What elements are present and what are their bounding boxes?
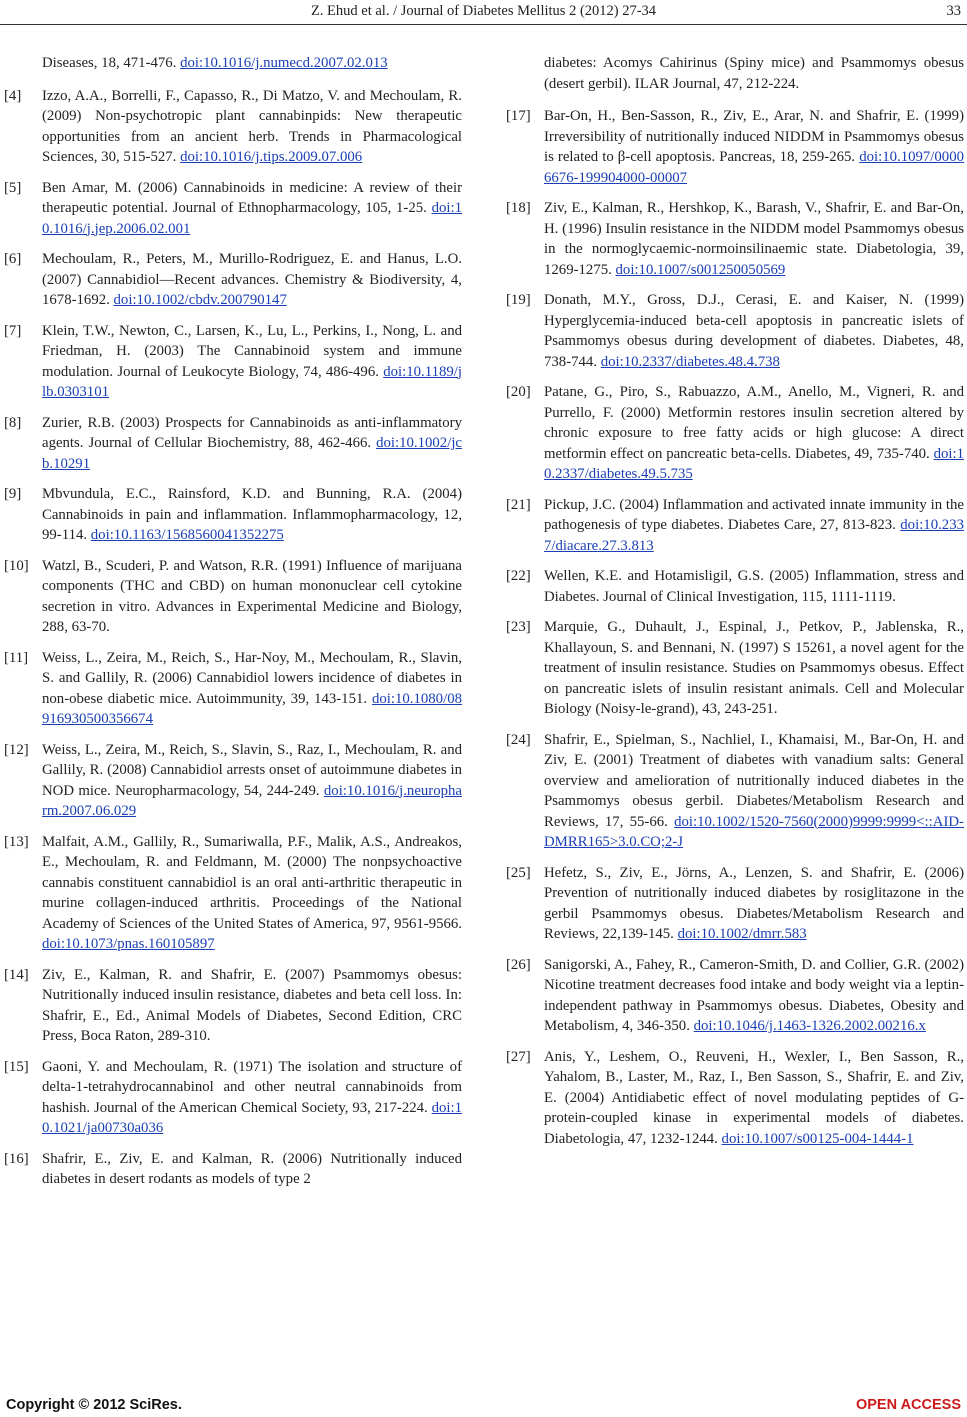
reference-item <box>506 290 964 372</box>
reference-number: [16] <box>4 1150 29 1167</box>
page-number: 33 <box>946 3 961 19</box>
open-access-label: OPEN ACCESS <box>855 1397 961 1413</box>
doi-link[interactable]: doi:10.2337/diabetes.48.4.738 <box>600 353 780 370</box>
reference-item <box>4 178 462 240</box>
doi-link[interactable]: doi:10.1002/cbdv.200790147 <box>113 292 287 308</box>
reference-number: [13] <box>4 833 29 850</box>
doi-link[interactable]: doi:10.1016/j.jep.2006.02.001 <box>42 200 462 237</box>
reference-number: [14] <box>4 966 29 983</box>
doi-link[interactable]: doi:10.2337/diacare.27.3.813 <box>544 517 964 554</box>
reference-text: Watzl, B., Scuderi, P. and Watson, R.R. (1991) Influence of marijuana components (THC and CBD) on human mononuclear cell cytokine secretion in vitro. Advances in Experimental Medicine and Biology, 288, 63-70. <box>42 557 462 635</box>
reference-item <box>4 484 462 546</box>
reference-text: Weiss, L., Zeira, M., Reich, S., Slavin, S., Raz, I., Mechoulam, R. and Gallily, R. (2008) Cannabidiol arrests onset of autoimmune diabetes in NOD mice. Neuropharmacology, 54, 244-249. <box>42 741 462 799</box>
reference-text: Pickup, J.C. (2004) Inflammation and activated innate immunity in the pathogenesis of type diabetes. Diabetes Care, 27, 813-823. <box>544 496 964 533</box>
reference-text: Ziv, E., Kalman, R., Hershkop, K., Barash, V., Shafrir, E. and Bar-On, H. (1996) Insulin resistance in the NIDDM model Psammomys obesus in the normoglycaemic-normoinsilinaemic state. Diabetologia, 39, 1269-1275. <box>544 200 964 278</box>
header-rule <box>0 24 967 25</box>
doi-link[interactable]: doi:10.1002/1520-7560(2000)9999:9999<::AID-DMRR165>3.0.CO;2-J <box>544 813 964 850</box>
reference-item <box>4 1149 462 1190</box>
doi-link[interactable]: doi:10.1097/00006676-199904000-00007 <box>544 149 965 186</box>
reference-item <box>506 566 964 607</box>
reference-text: Zurier, R.B. (2003) Prospects for Cannabinoids as anti-inflammatory agents. Journal of Cellular Biochemistry, 88, 462-466. <box>42 414 462 451</box>
reference-item <box>4 321 462 403</box>
reference-text: Wellen, K.E. and Hotamisligil, G.S. (2005) Inflammation, stress and Diabetes. Journal of Clinical Investigation, 115, 1111-1119. <box>544 568 964 605</box>
doi-link[interactable]: doi:10.1163/1568560041352275 <box>90 527 284 543</box>
reference-text: Patane, G., Piro, S., Rabuazzo, A.M., Anello, M., Vigneri, R. and Purrello, F. (2000) Metformin restores insulin secretion altered by chronic exposure to free fatty acids or high glucose: A direct metformin effect on pancreatic beta-cells. Diabetes, 49, 735-740. <box>544 384 964 462</box>
doi-link[interactable]: doi:10.1002/dmrr.583 <box>677 926 807 942</box>
reference-number: [27] <box>506 1048 531 1065</box>
doi-link[interactable]: doi:10.1080/08916930500356674 <box>42 690 462 727</box>
doi-link[interactable]: doi:10.1016/j.neuropharm.2007.06.029 <box>42 782 462 819</box>
reference-item <box>4 249 462 311</box>
running-header-title: Z. Ehud et al. / Journal of Diabetes Mellitus 2 (2012) 27-34 <box>310 3 657 19</box>
reference-number: [22] <box>506 568 531 584</box>
reference-item <box>506 198 964 280</box>
reference-text: Ben Amar, M. (2006) Cannabinoids in medicine: A review of their therapeutic potential. Journal of Ethnopharmacology, 105, 1-25. <box>42 179 462 216</box>
page-footer <box>0 1397 967 1417</box>
reference-number: [5] <box>4 179 22 196</box>
reference-item <box>506 730 964 853</box>
doi-link[interactable]: doi:10.1016/j.numecd.2007.02.013 <box>180 55 388 71</box>
doi-link[interactable]: doi:10.1002/jcb.10291 <box>42 435 462 472</box>
reference-number: [23] <box>506 619 531 635</box>
reference-text: Malfait, A.M., Gallily, R., Sumariwalla, P.F., Malik, A.S., Andreakos, E., Mechoulam, R. and Feldmann, M. (2000) The nonpsychoactive cannabis constituent cannabidiol is an oral anti-arthritic therapeutic in murine collagen-induced arthritis. Proceedings of the National Academy of Sciences of the United States of America, 97, 9561-9566. <box>42 833 462 932</box>
reference-item <box>4 86 462 168</box>
reference-number: [4] <box>4 87 22 104</box>
copyright-notice: Copyright © 2012 SciRes. <box>6 1397 182 1413</box>
reference-item <box>4 413 462 475</box>
reference-text: Marquie, G., Duhault, J., Espinal, J., Petkov, P., Jablenska, R., Khallayoun, S. and Bennani, N. (1997) S 15261, a novel agent for the treatment of insulin resistance. Studies on Psammomys obesus. Effect on pancreatic islets of insulin resistant animals. Cell and Molecular Biology (Noisy-le-grand), 43, 243-251. <box>544 619 964 717</box>
reference-text: Shafrir, E., Ziv, E. and Kalman, R. (2006) Nutritionally induced diabetes in desert rodants as models of type 2 <box>42 1150 462 1187</box>
reference-number: [7] <box>4 322 22 339</box>
reference-item <box>506 955 964 1037</box>
reference-text: Donath, M.Y., Gross, D.J., Cerasi, E. and Kaiser, N. (1999) Hyperglycemia-induced beta-cell apoptosis in pancreatic islets of Psammomys obesus during development of diabetes. Diabetes, 48, 738-744. <box>544 292 964 370</box>
reference-item <box>506 617 964 720</box>
reference-item <box>506 863 964 945</box>
reference-item <box>4 832 462 955</box>
reference-number: [24] <box>506 731 531 748</box>
reference-number: [8] <box>4 414 22 431</box>
reference-number: [10] <box>4 557 29 574</box>
doi-link[interactable]: doi:10.1046/j.1463-1326.2002.00216.x <box>693 1018 926 1034</box>
reference-number: [25] <box>506 864 531 881</box>
reference-number: [18] <box>506 200 531 216</box>
reference-text: Hefetz, S., Ziv, E., Jörns, A., Lenzen, S. and Shafrir, E. (2006) Prevention of nutritionally induced diabetes by rosiglitazone in the gerbil Psammomys obesus. Diabetes/Metabolism Research and Reviews, 22,139-145. <box>544 864 964 942</box>
reference-item <box>4 556 462 638</box>
reference-number: [17] <box>506 108 531 124</box>
reference-text: Mbvundula, E.C., Rainsford, K.D. and Bunning, R.A. (2004) Cannabinoids in pain and inflammation. Inflammopharmacology, 12, 99-114. <box>42 486 462 543</box>
reference-number: [19] <box>506 292 531 308</box>
reference-item <box>506 495 964 557</box>
reference-text: Ziv, E., Kalman, R. and Shafrir, E. (2007) Psammomys obesus: Nutritionally induced insulin resistance, diabetes and beta cell loss. In: Shafrir, E., Ed., Animal Models of Diabetes, Second Edition, CRC Press, Boca Raton, 289-310. <box>42 966 462 1044</box>
references-right-column <box>506 53 964 1159</box>
references-left-column <box>4 53 462 1200</box>
reference-item <box>506 106 964 188</box>
doi-link[interactable]: doi:10.1007/s00125-004-1444-1 <box>721 1130 914 1147</box>
reference-item <box>506 382 964 485</box>
reference-text: Gaoni, Y. and Mechoulam, R. (1971) The isolation and structure of delta-1-tetrahydrocannabinol and other neutral cannabinoids from hashish. Journal of the American Chemical Society, 93, 217-224. <box>42 1058 462 1116</box>
reference-item <box>506 1047 964 1150</box>
reference-text: Shafrir, E., Spielman, S., Nachliel, I., Khamaisi, M., Bar-On, H. and Ziv, E. (2001) Treatment of diabetes with vanadium salts: General overview and amelioration of nutritionally induced diabetes in the Psammomys obesus gerbil. Diabetes/Metabolism Research and Reviews, 17, 55-66. <box>544 731 964 830</box>
reference-number: [20] <box>506 384 531 400</box>
reference-continuation <box>506 53 964 94</box>
reference-text: diabetes: Acomys Cahirinus (Spiny mice) and Psammomys obesus (desert gerbil). ILAR Journal, 47, 212-224. <box>544 55 964 92</box>
reference-item <box>4 1057 462 1139</box>
reference-number: [21] <box>506 496 531 513</box>
reference-text: Izzo, A.A., Borrelli, F., Capasso, R., Di Matzo, V. and Mechoulam, R. (2009) Non-psychotropic plant cannabinpids: New therapeutic opportunities from an ancient herb. Trends in Pharmacological Sciences, 30, 515-527. <box>42 87 462 165</box>
reference-number: [12] <box>4 741 29 758</box>
reference-text: Sanigorski, A., Fahey, R., Cameron-Smith, D. and Collier, G.R. (2002) Nicotine treatment decreases food intake and body weight via a leptin-independent pathway in Psammomys obesus. Diabetes, Obesity and Metabolism, 4, 346-350. <box>544 956 964 1034</box>
doi-link[interactable]: doi:10.1073/pnas.160105897 <box>42 936 215 952</box>
reference-number: [11] <box>4 649 29 666</box>
doi-link[interactable]: doi:10.1189/jlb.0303101 <box>42 363 462 400</box>
reference-item <box>4 648 462 730</box>
reference-text: Mechoulam, R., Peters, M., Murillo-Rodriguez, E. and Hanus, L.O. (2007) Cannabidiol—Recent advances. Chemistry & Biodiversity, 4, 1678-1692. <box>42 251 462 308</box>
reference-item <box>4 965 462 1047</box>
reference-number: [26] <box>506 956 531 973</box>
reference-number: [6] <box>4 251 22 267</box>
doi-link[interactable]: doi:10.1016/j.tips.2009.07.006 <box>180 149 363 165</box>
doi-link[interactable]: doi:10.1007/s001250050569 <box>615 261 786 278</box>
reference-number: [9] <box>4 486 22 502</box>
reference-number: [15] <box>4 1058 29 1075</box>
running-header <box>0 3 967 23</box>
reference-text: Weiss, L., Zeira, M., Reich, S., Har-Noy, M., Mechoulam, R., Slavin, S. and Gallily, R. (2006) Cannabidiol lowers incidence of diabetes in non-obese diabetic mice. Autoimmunity, 39, 143-151. <box>42 649 462 707</box>
reference-item <box>4 740 462 822</box>
doi-link[interactable]: doi:10.1021/ja00730a036 <box>42 1099 462 1136</box>
reference-text: Bar-On, H., Ben-Sasson, R., Ziv, E., Arar, N. and Shafrir, E. (1999) Irreversibility of nutritionally induced NIDDM in Psammomys obesus is related to β-cell apoptosis. Pancreas, 18, 259-265. <box>544 108 964 165</box>
doi-link[interactable]: doi:10.2337/diabetes.49.5.735 <box>544 445 964 482</box>
reference-text: Anis, Y., Leshem, O., Reuveni, H., Wexler, I., Ben Sasson, R., Yahalom, B., Laster, M., Raz, I., Ben Sasson, S., Shafrir, E. and Ziv, E. (2004) Antidiabetic effect of novel modulating peptides of G-protein-coupled kinase in experimental models of diabetes. Diabetologia, 47, 1232-1244. <box>544 1048 964 1147</box>
reference-text: Diseases, 18, 471-476. <box>42 55 177 71</box>
reference-continuation <box>4 53 462 74</box>
reference-text: Klein, T.W., Newton, C., Larsen, K., Lu, L., Perkins, I., Nong, L. and Friedman, H. (2003) The Cannabinoid system and immune modulation. Journal of Leukocyte Biology, 74, 486-496. <box>42 322 462 380</box>
